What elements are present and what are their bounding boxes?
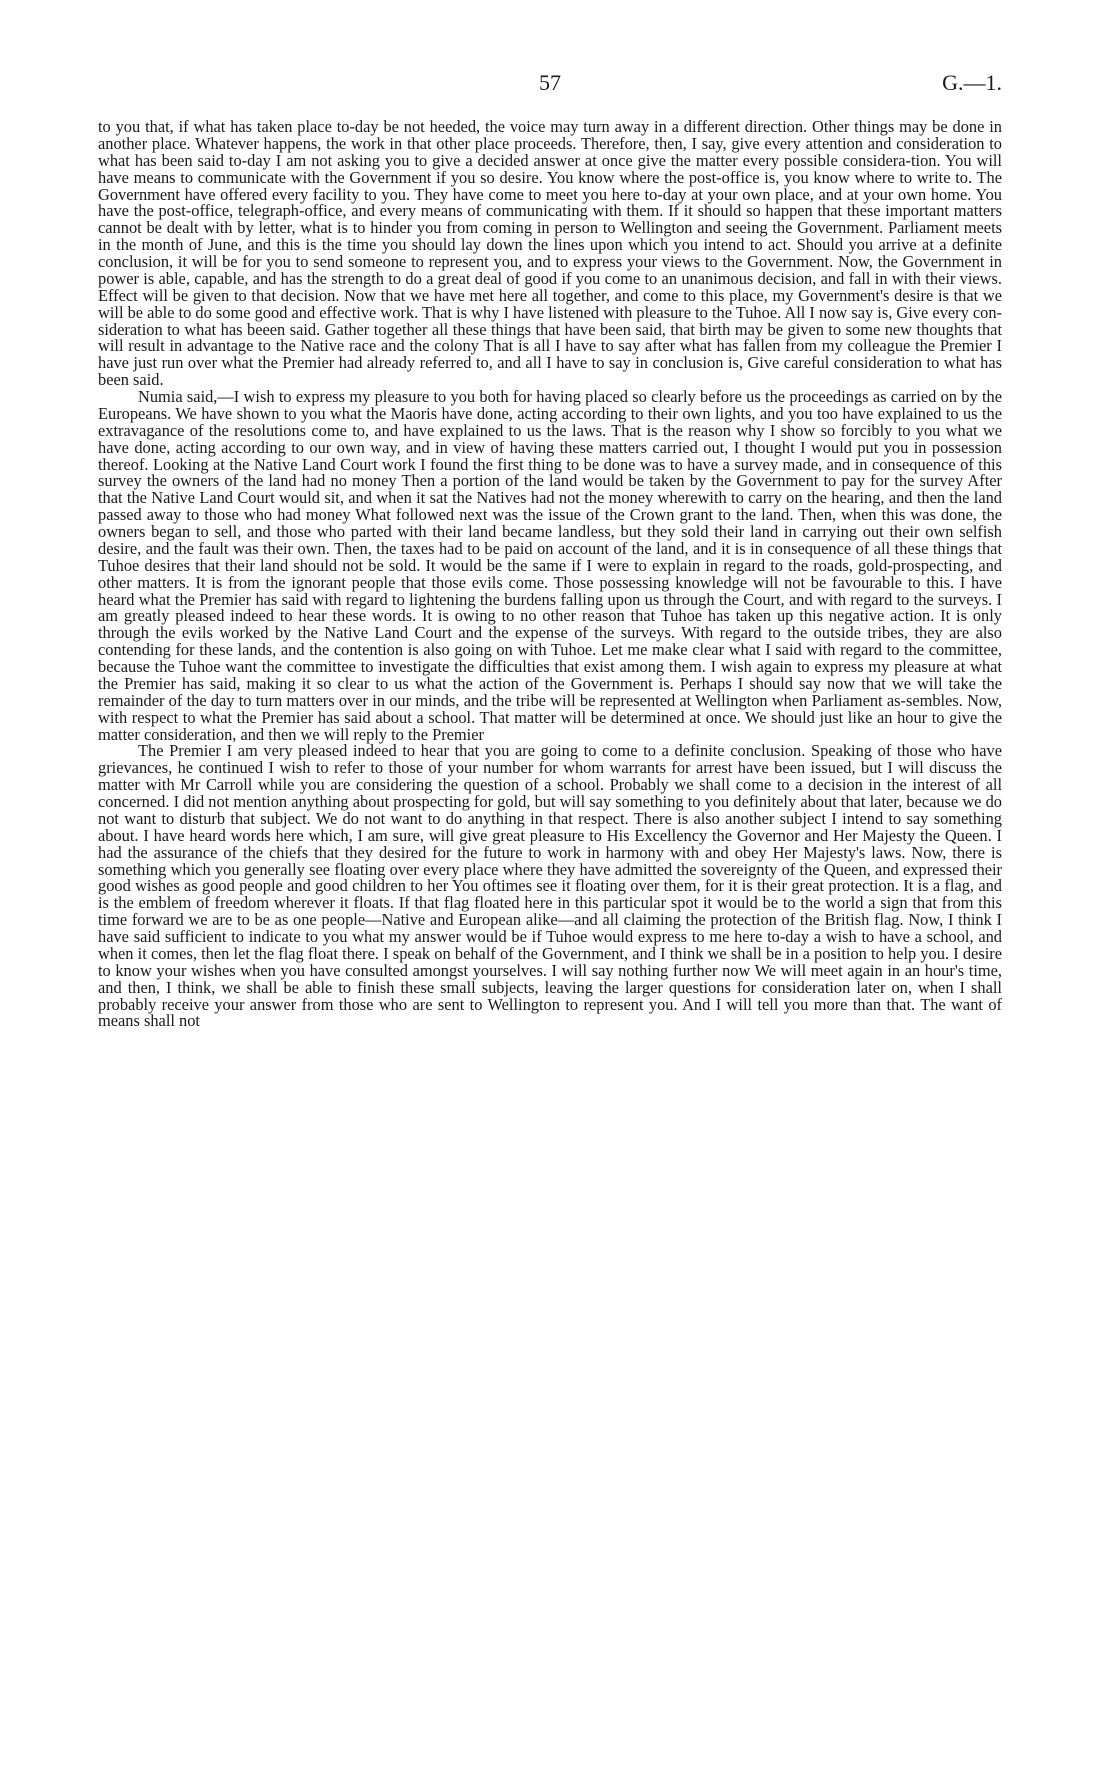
paragraph-numia-speech: Numia said,—I wish to express my pleasure to you both for having placed so clearly before us the proceedings as carried on by the Europeans. We have shown to you what the Maoris have done, acting according to their own lights, and you too have explained to us the extravagance of the resolutions come to, and have explained to us the laws. That is the reason why I show so forcibly to you what we have done, acting according to our own way, and in view of having these matters carried out, I thought I would put you in possession thereof. Looking at the Native Land Court work I found the first thing to be done was to have a survey made, and in consequence of this survey the owners of the land had no money Then a portion of the land would be taken by the Government to pay for the survey After that the Native Land Court would sit, and when it sat the Natives had not the money wherewith to carry on the hearing, and then the land passed away to those who had money What followed next was the issue of the Crown grant to the land. Then, when this was done, the owners began to sell, and those who parted with their land became landless, but they sold their land in carrying out their own selfish desire, and the fault was their own. Then, the taxes had to be paid on account of the land, and it is in consequence of all these things that Tuhoe desires that their land should not be sold. It would be the same if I were to explain in regard to the roads, gold-prospecting, and other matters. It is from the ignorant people that those evils come. Those possessing knowledge will not be favourable to this. I have heard what the Premier has said with regard to lightening the burdens falling upon us through the Court, and with regard to the surveys. I am greatly pleased indeed to hear these words. It is owing to no other reason that Tuhoe has taken up this negative action. It is only through the evils worked by the Native Land Court and the expense of the surveys. With regard to the outside tribes, they are also contending for these lands, and the contention is also going on with Tuhoe. Let me make clear what I said with regard to the committee, because the Tuhoe want the committee to investigate the difficulties that exist among them. I wish again to express my pleasure at what the Premier has said, making it so clear to us what the action of the Government is. Perhaps I should say now that we will take the remainder of the day to turn matters over in our minds, and the tribe will be represented at Wellington when Parliament as-sembles. Now, with respect to what the Premier has said about a school. That matter will be determined at once. We should just like an hour to give the matter consideration, and then we will reply to the Premier <box>98 387 1002 744</box>
page-header <box>98 68 1002 98</box>
page-number: 57 <box>539 70 561 95</box>
body-text <box>98 119 1002 1030</box>
paragraph-minister-continued: to you that, if what has taken place to-day be not heeded, the voice may turn away in a different direction. Other things may be done in another place. Whatever happens, the work in that other place proceeds. Therefore, then, I say, give every attention and consideration to what has been said to-day I am not asking you to give a decided answer at once give the matter every possible considera-tion. You will have means to communicate with the Government if you so desire. You know where the post-office is, you know where to write to. The Government have offered every facility to you. They have come to meet you here to-day at your own place, and at your own home. You have the post-office, telegraph-office, and every means of communicating with them. If it should so happen that these important matters cannot be dealt with by letter, what is to hinder you from coming in person to Wellington and seeing the Government. Parliament meets in the month of June, and this is the time you should lay down the lines upon which you intend to act. Should you arrive at a definite conclusion, it will be for you to send someone to represent you, and to express your views to the Government. Now, the Government in power is able, capable, and has the strength to do a great deal of good if you come to an unanimous decision, and fall in with their views. Effect will be given to that decision. Now that we have met here all together, and come to this place, my Government's desire is that we will be able to do some good and effective work. That is why I have listened with pleasure to the Tuhoe. All I now say is, Give every con-sideration to what has beeen said. Gather together all these things that have been said, that birth may be given to some new thoughts that will result in advantage to the Native race and the colony That is all I have to say after what has fallen from my colleague the Premier I have just run over what the Premier had already referred to, and all I have to say in conclusion is, Give careful consideration to what has been said. <box>98 117 1002 390</box>
document-reference: G.—1. <box>942 70 1002 95</box>
paragraph-premier-reply: The Premier I am very pleased indeed to hear that you are going to come to a definite conclusion. Speaking of those who have grievances, he continued I wish to refer to those of your number for whom warrants for arrest have been issued, but I will discuss the matter with Mr Carroll while you are considering the question of a school. Probably we shall come to a decision in the interest of all concerned. I did not mention anything about prospecting for gold, but will say something to you definitely about that later, because we do not want to disturb that subject. We do not want to do anything in that respect. There is also another subject I intend to say something about. I have heard words here which, I am sure, will give great pleasure to His Excellency the Governor and Her Majesty the Queen. I had the assurance of the chiefs that they desired for the future to work in harmony with and obey Her Majesty's laws. Now, there is something which you generally see floating over every place where they have admitted the sovereignty of the Queen, and expressed their good wishes as good people and good children to her You oftimes see it floating over them, for it is their great protection. It is a flag, and is the emblem of freedom wherever it floats. If that flag floated here in this particular spot it would be to the world a sign that from this time forward we are to be as one people—Native and European alike—and all claiming the protection of the British flag. Now, I think I have said sufficient to indicate to you what my answer would be if Tuhoe would express to me here to-day a wish to have a school, and when it comes, then let the flag float there. I speak on behalf of the Government, and I think we shall be in a position to help you. I desire to know your wishes when you have consulted amongst yourselves. I will say nothing further now We will meet again in an hour's time, and then, I think, we shall be able to finish these small subjects, leaving the larger questions for consideration later on, when I shall probably receive your answer from those who are sent to Wellington to represent you. And I will tell you more than that. The want of means shall not <box>98 741 1002 1031</box>
